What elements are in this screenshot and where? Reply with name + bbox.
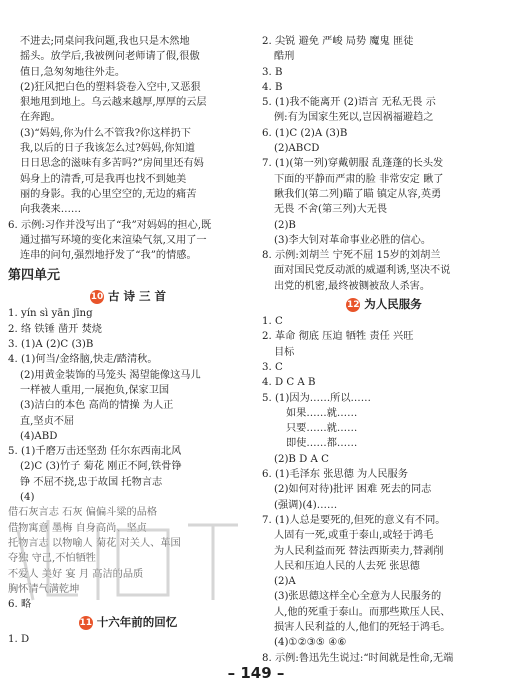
answer-line: 3. B bbox=[262, 66, 283, 78]
answer-line: 值日,急匆匆地往外走。 bbox=[20, 66, 126, 78]
answer-line: 连串的问句,强烈地抒发了“我”的情感。 bbox=[20, 250, 197, 262]
answer-line: 不爱人 美好 宴 月 高洁的品质 bbox=[8, 568, 144, 580]
lesson-number-badge: 11 bbox=[79, 618, 93, 629]
answer-line: 丽的身影。我的心里空空的,无边的痛苦 bbox=[20, 188, 197, 200]
answer-line: 人,他的死重于泰山。而那些欺压人民、 bbox=[274, 606, 451, 618]
answer-line: 无畏 不舍(第三列)大无畏 bbox=[274, 204, 388, 216]
lesson-12-heading bbox=[262, 295, 506, 313]
answer-line: 在奔跑。 bbox=[20, 112, 61, 124]
answer-line: (2)用黄金装饰的马笼头 渴望能像这马儿 bbox=[20, 369, 201, 381]
answer-line: 妈身上的清香,可是我再也找不到她美 bbox=[20, 173, 187, 185]
answer-line: (3)洁白的本色 高尚的情操 为人正 bbox=[20, 400, 174, 412]
answer-line: 1. yín sì yān jīng bbox=[8, 308, 93, 320]
answer-line: (3)张思德这样全心全意为人民服务的 bbox=[274, 591, 442, 603]
right-top-lines bbox=[262, 34, 506, 294]
lesson-title: 十六年前的回忆 bbox=[96, 615, 178, 630]
answer-line: 出党的机密,最终被铡被敌人杀害。 bbox=[274, 280, 431, 292]
answer-line: 3. C bbox=[262, 361, 283, 373]
answer-line: (4)①②③⑤ ④⑥ bbox=[274, 637, 347, 649]
left-column bbox=[8, 34, 248, 648]
answer-line: 不进去;同桌问我问题,我也只是木然地 bbox=[20, 36, 190, 47]
answer-line: 例:有为国家生死以,岂因祸福避趋之 bbox=[274, 112, 434, 124]
answer-line: 5. (1)因为……所以…… bbox=[262, 392, 371, 404]
answer-line: 托物言志 以物喻人 菊花 对关人、革国 bbox=[8, 537, 181, 549]
answer-line: 借石灰言志 石灰 偏偏斗粱的品格 bbox=[8, 507, 158, 519]
lesson-10-answers bbox=[8, 306, 248, 490]
answer-line: 2. 尖锐 避免 严峻 局势 魔鬼 匪徒 bbox=[262, 36, 414, 47]
answer-line: 8. 示例:刘胡兰 宁死不屈 15岁的刘胡兰 bbox=[262, 250, 441, 262]
answer-line: 为人民利益而死 替法西斯卖力,替剥削 bbox=[274, 545, 444, 557]
answer-line: 借物寓意 墨梅 自身高尚、坚贞 bbox=[8, 522, 147, 534]
lesson-number-badge: 12 bbox=[346, 300, 360, 311]
answer-line: 我,以后的日子我该怎么过?妈妈,你知道 bbox=[20, 143, 195, 155]
answer-line: 面对国民党反动派的威逼利诱,坚决不说 bbox=[274, 265, 451, 277]
answer-line: (2)ABCD bbox=[274, 143, 320, 155]
answer-line: (3)“妈妈,你为什么不管我?你这样扔下 bbox=[20, 127, 191, 139]
answer-line: 直,坚贞不屈 bbox=[20, 415, 75, 427]
answer-line: 4. D C A B bbox=[262, 377, 316, 389]
right-column bbox=[262, 34, 506, 666]
unit-title: 第四单元 bbox=[8, 268, 61, 284]
answer-line: 1. C bbox=[262, 316, 283, 328]
answer-line: (3)李大钊对革命事业必胜的信心。 bbox=[274, 234, 432, 246]
answer-line: (2)如何对待)批评 困难 死去的同志 bbox=[274, 484, 432, 496]
q5-answer-table bbox=[8, 505, 248, 597]
answer-line: 5. (1)我不能离开 (2)语言 无私无畏 示 bbox=[262, 97, 436, 109]
answer-line: (2)B D A C bbox=[274, 453, 329, 465]
answer-line: 7. (1)人总是要死的,但死的意义有不同。 bbox=[262, 514, 446, 526]
q6-line: 6. 略 bbox=[8, 599, 32, 611]
answer-line: (2)A bbox=[274, 576, 296, 588]
answer-line: 3. (1)A (2)C (3)B bbox=[8, 339, 94, 351]
answer-line: 一样被人重用,一展抱负,保家卫国 bbox=[20, 384, 170, 396]
answer-line: 酷刑 bbox=[274, 51, 295, 63]
answer-line: 1. D bbox=[8, 634, 30, 646]
answer-line: 目标 bbox=[274, 346, 295, 358]
answer-line: 4. B bbox=[262, 81, 283, 93]
lesson-11-answers bbox=[8, 632, 248, 647]
answer-line: 下面的平静而严肃的脸 非常安定 瞅了 bbox=[274, 173, 444, 185]
answer-line: 人固有一死,或重于泰山,或轻于鸿毛 bbox=[274, 530, 434, 542]
left-top-lines bbox=[8, 34, 248, 263]
answer-line: 即使……都…… bbox=[286, 438, 358, 450]
answer-line: 通过描写环境的变化来渲染气氛,又用了一 bbox=[20, 234, 207, 246]
answer-line: 6. (1)C (2)A (3)B bbox=[262, 127, 348, 139]
answer-line: (2)狂风把白色的塑料袋卷入空中,又恶狠 bbox=[20, 81, 201, 93]
answer-line: 摇头。放学后,我被例问老师请了假,很傲 bbox=[20, 51, 200, 63]
answer-line: 损害人民利益的人,他们的死轻于鸿毛。 bbox=[274, 621, 451, 633]
lesson-11-heading bbox=[8, 613, 248, 631]
answer-line: 铮 不屈不挠,忠于故国 托物言志 bbox=[20, 476, 163, 488]
lesson-number-badge: 10 bbox=[90, 292, 104, 303]
answer-line: 4. (1)何当/金络脑,快走/踏清秋。 bbox=[8, 354, 158, 366]
answer-line: 向我袭来…… bbox=[20, 204, 82, 216]
answer-line: 7. (1)(第一列)穿戴朝服 乱蓬蓬的长头发 bbox=[262, 158, 444, 170]
answer-line: 6. 示例:习作并没写出了“我”对妈妈的担心,既 bbox=[8, 219, 212, 231]
page-number: – 149 – bbox=[227, 664, 285, 682]
lesson-title: 为人民服务 bbox=[364, 297, 422, 312]
answer-line: 只要……就…… bbox=[286, 423, 358, 435]
answer-line: 日日思念的滋味有多苦吗?”房间里还有妈 bbox=[20, 158, 204, 170]
answer-line: 狠地甩到地上。乌云越来越厚,厚厚的云层 bbox=[20, 97, 207, 109]
lesson-title: 古 诗 三 首 bbox=[107, 289, 166, 304]
lesson-10-heading bbox=[8, 287, 248, 305]
answer-line: (2)B bbox=[274, 219, 296, 231]
lesson-12-answers bbox=[262, 314, 506, 666]
answer-line: 如果……就…… bbox=[286, 407, 358, 419]
answer-line: (2)C (3)竹子 菊花 刚正不阿,铁骨铮 bbox=[20, 461, 182, 473]
answer-line: (强调)(4)…… bbox=[274, 499, 338, 511]
answer-line: 5. (1)千磨万击还坚劲 任尔东西南北风 bbox=[8, 446, 182, 458]
answer-line: 2. 革命 彻底 压迫 牺牲 责任 兴旺 bbox=[262, 331, 414, 343]
answer-line: 8. 示例:鲁迅先生说过:“时间就是性命,无端 bbox=[262, 652, 454, 664]
answer-line: 人民和压迫人民的人去死 张思德 bbox=[274, 560, 420, 572]
answer-line: 6. (1)毛泽东 张思德 为人民服务 bbox=[262, 469, 408, 481]
answer-line: 瞅我们(第二列)瞄了瞄 镇定从容,英勇 bbox=[274, 188, 442, 200]
answer-line: 2. 络 铁锤 凿开 焚烧 bbox=[8, 323, 102, 335]
q5-4-label: (4) bbox=[20, 492, 35, 504]
answer-line: 夺独 守己,不怕牺牲 bbox=[8, 553, 96, 565]
answer-line: 胸怀清气满乾坤 bbox=[8, 583, 80, 595]
answer-line: (4)ABD bbox=[20, 430, 58, 442]
